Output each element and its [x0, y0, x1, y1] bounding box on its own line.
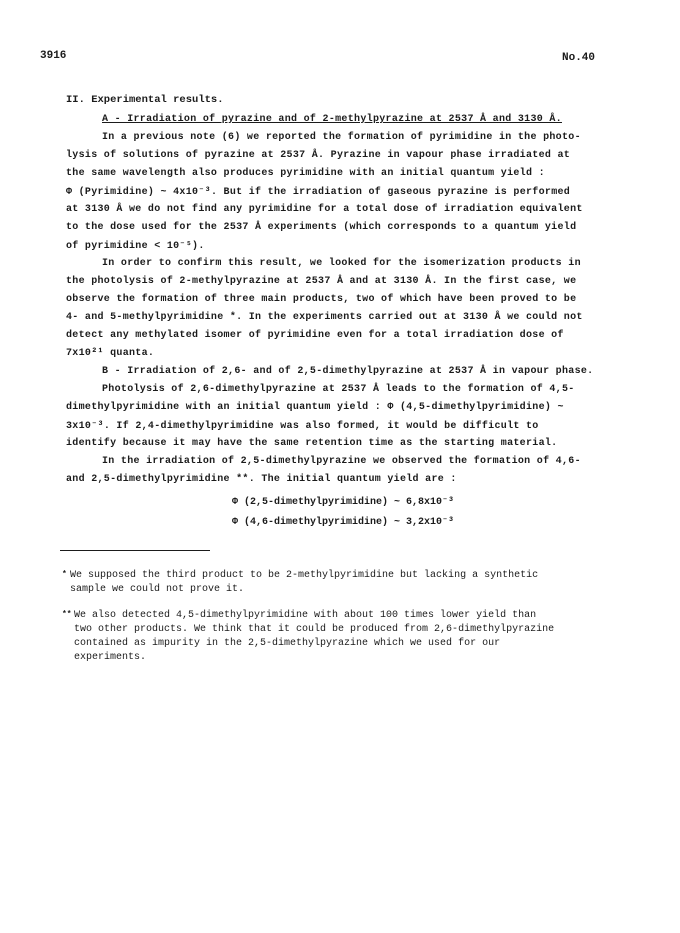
subsection-b-title: B - Irradiation of 2,6- and of 2,5-dimethylpyrazine at 2537 Å in vapour phase.	[102, 366, 594, 377]
footnote-marker: *	[62, 570, 67, 579]
para-b1-line: 3x10⁻³. If 2,4-dimethylpyrimidine was also formed, it would be difficult to	[66, 421, 539, 432]
para-a2-line: In order to confirm this result, we looked for the isomerization products in	[102, 258, 581, 269]
footnote-line: We also detected 4,5-dimethylpyrimidine with about 100 times lower yield than	[74, 610, 537, 621]
para-b2-line: In the irradiation of 2,5-dimethylpyrazine we observed the formation of 4,6-	[102, 456, 581, 467]
para-a2-line: observe the formation of three main products, two of which have been proved to be	[66, 294, 577, 305]
para-a1-line: lysis of solutions of pyrazine at 2537 Å. Pyrazine in vapour phase irradiated at	[66, 150, 571, 161]
footnote-rule	[60, 550, 210, 551]
subsection-a-title: A - Irradiation of pyrazine and of 2-methylpyrazine at 2537 Å and 3130 Å.	[102, 114, 562, 125]
para-a1-line: In a previous note (6) we reported the formation of pyrimidine in the photo-	[102, 132, 581, 143]
para-a2-line: 7x10²¹ quanta.	[66, 348, 155, 359]
para-b1-line: Photolysis of 2,6-dimethylpyrazine at 2537 Å leads to the formation of 4,5-	[102, 384, 575, 395]
para-a1-line: the same wavelength also produces pyrimidine with an initial quantum yield :	[66, 168, 545, 179]
para-a2-line: 4- and 5-methylpyrimidine *. In the experiments carried out at 3130 Å we could not	[66, 312, 583, 323]
journal-number: No.40	[562, 52, 596, 64]
quantum-yield-equation: Φ (4,6-dimethylpyrimidine) ~ 3,2x10⁻³	[232, 517, 455, 528]
para-a2-line: detect any methylated isomer of pyrimidine even for a total irradiation dose of	[66, 330, 564, 341]
para-a2-line: the photolysis of 2-methylpyrazine at 2537 Å and at 3130 Å. In the first case, we	[66, 276, 577, 287]
quantum-yield-equation: Φ (2,5-dimethylpyrimidine) ~ 6,8x10⁻³	[232, 497, 455, 508]
footnote-marker: **	[62, 610, 72, 619]
para-b1-line: identify because it may have the same retention time as the starting material.	[66, 438, 558, 449]
footnote-line: two other products. We think that it could be produced from 2,6-dimethylpyrazine	[74, 624, 555, 635]
section-title: II. Experimental results.	[66, 94, 224, 106]
para-a1-line: to the dose used for the 2537 Å experiments (which corresponds to a quantum yield	[66, 222, 577, 233]
footnote-line: We supposed the third product to be 2-methylpyrimidine but lacking a synthetic	[70, 570, 539, 581]
page-number: 3916	[40, 50, 67, 62]
para-a1-line: of pyrimidine < 10⁻⁵).	[66, 241, 205, 252]
footnote-line: sample we could not prove it.	[70, 584, 245, 595]
para-a1-line: at 3130 Å we do not find any pyrimidine for a total dose of irradiation equivalent	[66, 204, 583, 215]
para-a1-line: Φ (Pyrimidine) ~ 4x10⁻³. But if the irradiation of gaseous pyrazine is performed	[66, 187, 571, 198]
footnote-line: experiments.	[74, 652, 147, 663]
para-b2-line: and 2,5-dimethylpyrimidine **. The initial quantum yield are :	[66, 474, 457, 485]
footnote-line: contained as impurity in the 2,5-dimethylpyrazine which we used for our	[74, 638, 501, 649]
para-b1-line: dimethylpyrimidine with an initial quantum yield : Φ (4,5-dimethylpyrimidine) ~	[66, 402, 564, 413]
